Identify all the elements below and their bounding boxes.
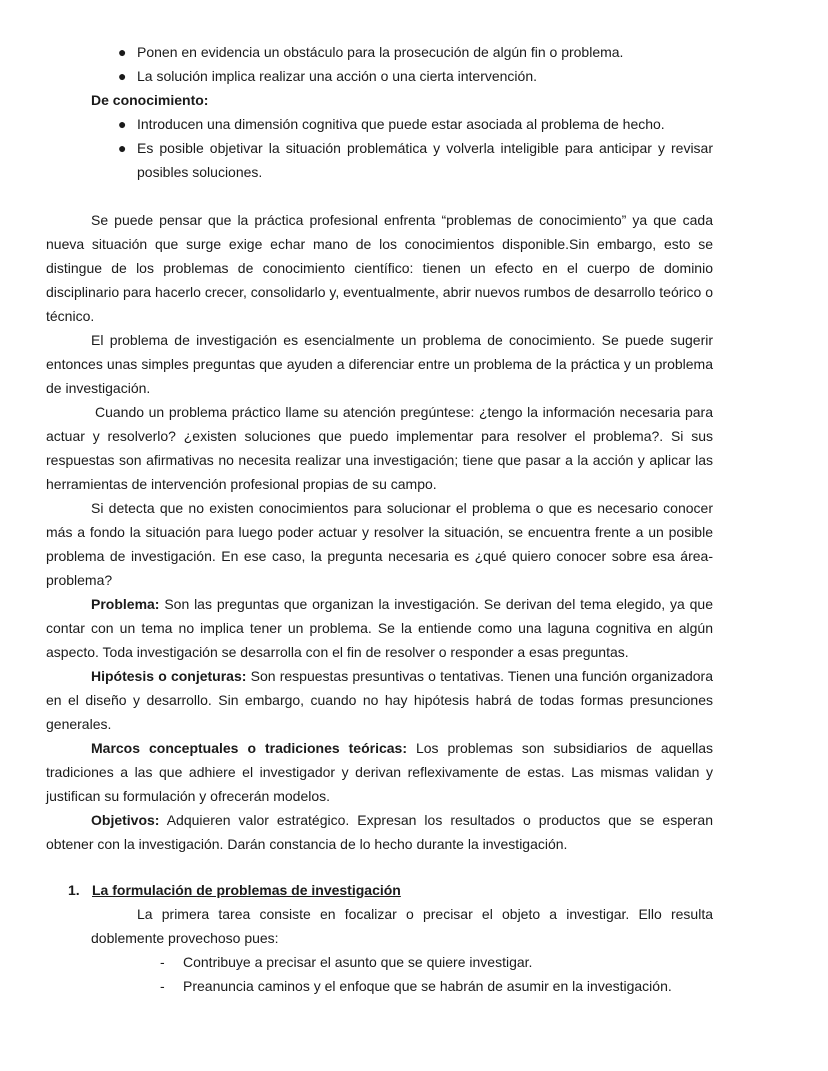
section-heading (46, 878, 713, 902)
definition-text: Adquieren valor estratégico. Expresan los resultados o productos que se esperan obtener con la investigación. Darán constancia de lo hecho durante la investigación. (46, 812, 713, 852)
definition-text: Son respuestas presuntivas o tentativas. Tienen una función organizadora en el diseño y desarrollo. Sin embargo, cuando no hay hipótesis habrá de todas formas presunciones generales. (46, 668, 713, 732)
knowledge-heading: De conocimiento: (91, 92, 209, 108)
definition-problema (46, 592, 713, 664)
top-bullet-list (46, 40, 713, 88)
bullet-text: Introducen una dimensión cognitiva que puede estar asociada al problema de hecho. (137, 116, 665, 132)
bullet-text: Ponen en evidencia un obstáculo para la prosecución de algún fin o problema. (137, 44, 624, 60)
list-item (46, 950, 713, 974)
list-item (46, 40, 713, 64)
definition-hipotesis (46, 664, 713, 736)
dash-item-text: Preanuncia caminos y el enfoque que se habrán de asumir en la investigación. (183, 978, 672, 994)
dash-item-text: Contribuye a precisar el asunto que se quiere investigar. (183, 954, 533, 970)
body-paragraph: Se puede pensar que la práctica profesional enfrenta “problemas de conocimiento” ya que cada nueva situación que surge exige echar mano de los conocimientos disponible.Sin embargo, esto se distingue de los problemas de conocimiento científico: tienen un efecto en el cuerpo de dominio disciplinario para hacerlo crecer, consolidarlo y, eventualmente, abrir nuevos rumbos de desarrollo teórico o técnico. (46, 212, 713, 324)
document-page (46, 40, 713, 998)
definition-term: Marcos conceptuales o tradiciones teóricas: (91, 740, 407, 756)
bullet-icon: ● (118, 116, 127, 132)
dash-icon: - (160, 978, 165, 994)
list-item (46, 974, 713, 998)
section-title: La formulación de problemas de investigación (92, 882, 401, 898)
body-paragraph: Cuando un problema práctico llame su atención pregúntese: ¿tengo la información necesaria para actuar y resolverlo? ¿existen soluciones que puedo implementar para resolver el problema?. Si sus respuestas son afirmativas no necesita realizar una investigación; tiene que pasar a la acción y aplicar las herramientas de intervención profesional propias de su campo. (46, 404, 713, 492)
list-item (46, 64, 713, 88)
definition-marcos (46, 736, 713, 808)
definition-term: Problema: (91, 596, 160, 612)
definition-term: Objetivos: (91, 812, 160, 828)
definition-text: Son las preguntas que organizan la investigación. Se derivan del tema elegido, ya que contar con un tema no implica tener un problema. Se la entiende como una laguna cognitiva en algún aspecto. Toda investigación se desarrolla con el fin de resolver o responder a esas preguntas. (46, 596, 713, 660)
bullet-text: Es posible objetivar la situación problemática y volverla inteligible para anticipar y revisar posibles soluciones. (137, 140, 713, 180)
section-number: 1. (68, 882, 80, 898)
list-item (46, 136, 713, 184)
bullet-text: La solución implica realizar una acción o una cierta intervención. (137, 68, 537, 84)
bullet-icon: ● (118, 44, 127, 60)
bullet-icon: ● (118, 140, 127, 156)
knowledge-bullet-list (46, 112, 713, 184)
dash-icon: - (160, 954, 165, 970)
definition-text: Los problemas son subsidiarios de aquellas tradiciones a las que adhiere el investigador y derivan reflexivamente de estas. Las mismas validan y justifican su formulación y ofrecerán modelos. (46, 740, 714, 804)
list-item (46, 112, 713, 136)
section-dash-list (46, 950, 713, 998)
definition-term: Hipótesis o conjeturas: (91, 668, 247, 684)
body-paragraph: Si detecta que no existen conocimientos para solucionar el problema o que es necesario conocer más a fondo la situación para luego poder actuar y resolver la situación, se encuentra frente a un posible problema de investigación. En ese caso, la pregunta necesaria es ¿qué quiero conocer sobre esa área-problema? (46, 500, 713, 588)
bullet-icon: ● (118, 68, 127, 84)
section-intro: La primera tarea consiste en focalizar o precisar el objeto a investigar. Ello resulta doblemente provechoso pues: (91, 906, 713, 946)
body-paragraph: El problema de investigación es esencialmente un problema de conocimiento. Se puede sugerir entonces unas simples preguntas que ayuden a diferenciar entre un problema de la práctica y un problema de investigación. (46, 332, 713, 396)
definition-objetivos (46, 808, 713, 856)
